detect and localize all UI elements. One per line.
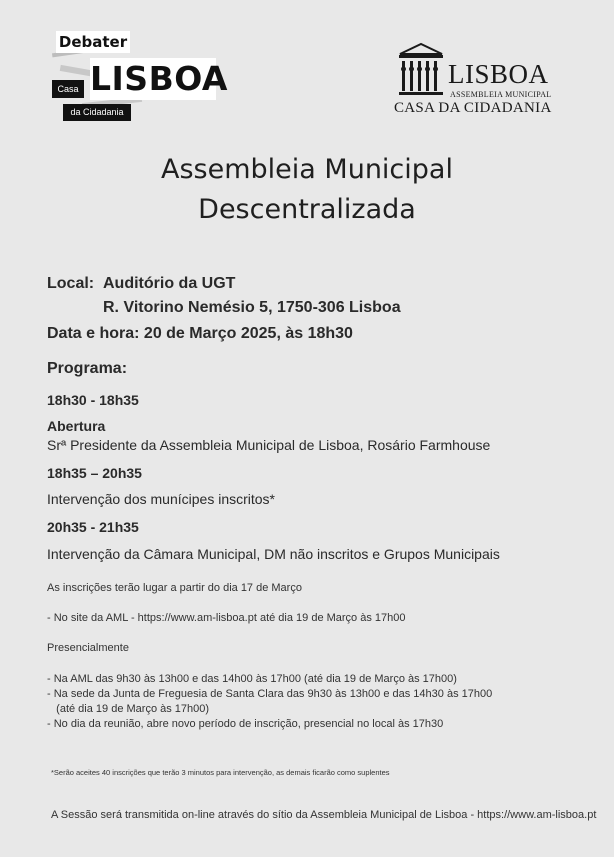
debater-lisboa-logo	[52, 28, 228, 124]
page-title	[0, 150, 614, 230]
logo-debater-text: Debater	[56, 31, 130, 53]
presencial-line: - Na sede da Junta de Freguesia de Santa Clara das 9h30 às 13h00 e das 14h30 às 17h00	[47, 688, 493, 700]
logo-assembly-text: ASSEMBLEIA MUNICIPAL	[450, 90, 552, 99]
programa-text-2: Intervenção dos munícipes inscritos*	[47, 491, 275, 507]
programa-heading: Programa:	[47, 360, 128, 377]
local-label: Local:	[47, 275, 95, 292]
date-time: Data e hora: 20 de Março 2025, às 18h30	[47, 325, 353, 342]
local-value: Auditório da UGT	[103, 275, 236, 292]
assembleia-lisboa-logo	[394, 42, 564, 122]
logo-casa-text: Casa	[52, 80, 84, 98]
logo-lisboa-word: LISBOA	[448, 59, 549, 89]
footer-broadcast-note: A Sessão será transmitida on-line através do sítio da Assembleia Municipal de Lisboa - https://www.am-lisboa.pt	[51, 809, 597, 821]
address: R. Vitorino Nemésio 5, 1750-306 Lisboa	[103, 299, 401, 316]
programa-time-3: 20h35 - 21h35	[47, 519, 139, 535]
footnote: *Serão aceites 40 inscrições que terão 3 minutos para intervenção, as demais ficarão como suplentes	[51, 768, 390, 777]
title-line-1: Assembleia Municipal	[161, 154, 453, 185]
presencial-line: - Na AML das 9h30 às 13h00 e das 14h00 às 17h00 (até dia 19 de Março às 17h00)	[47, 673, 457, 685]
programa-time-1: 18h30 - 18h35	[47, 392, 139, 408]
logo-cidadania-text: da Cidadania	[63, 104, 131, 121]
presencial-heading: Presencialmente	[47, 642, 129, 654]
programa-time-2: 18h35 – 20h35	[47, 465, 142, 481]
programa-text-3: Intervenção da Câmara Municipal, DM não inscritos e Grupos Municipais	[47, 546, 500, 562]
programa-subtitle-1: Abertura	[47, 418, 106, 434]
inscricoes-online: - No site da AML - https://www.am-lisboa.pt até dia 19 de Março às 17h00	[47, 612, 406, 624]
logo-lisboa-text: LISBOA	[90, 59, 228, 98]
presencial-line: (até dia 19 de Março às 17h00)	[47, 703, 210, 715]
programa-text-1: Srª Presidente da Assembleia Municipal de Lisboa, Rosário Farmhouse	[47, 437, 491, 453]
logo-casa-cidadania-text: CASA DA CIDADANIA	[394, 100, 552, 116]
inscricoes-intro: As inscrições terão lugar a partir do dia 17 de Março	[47, 582, 302, 594]
title-line-2: Descentralizada	[198, 194, 416, 225]
building-columns-icon	[396, 42, 446, 98]
presencial-line: - No dia da reunião, abre novo período de inscrição, presencial no local às 17h30	[47, 718, 444, 730]
